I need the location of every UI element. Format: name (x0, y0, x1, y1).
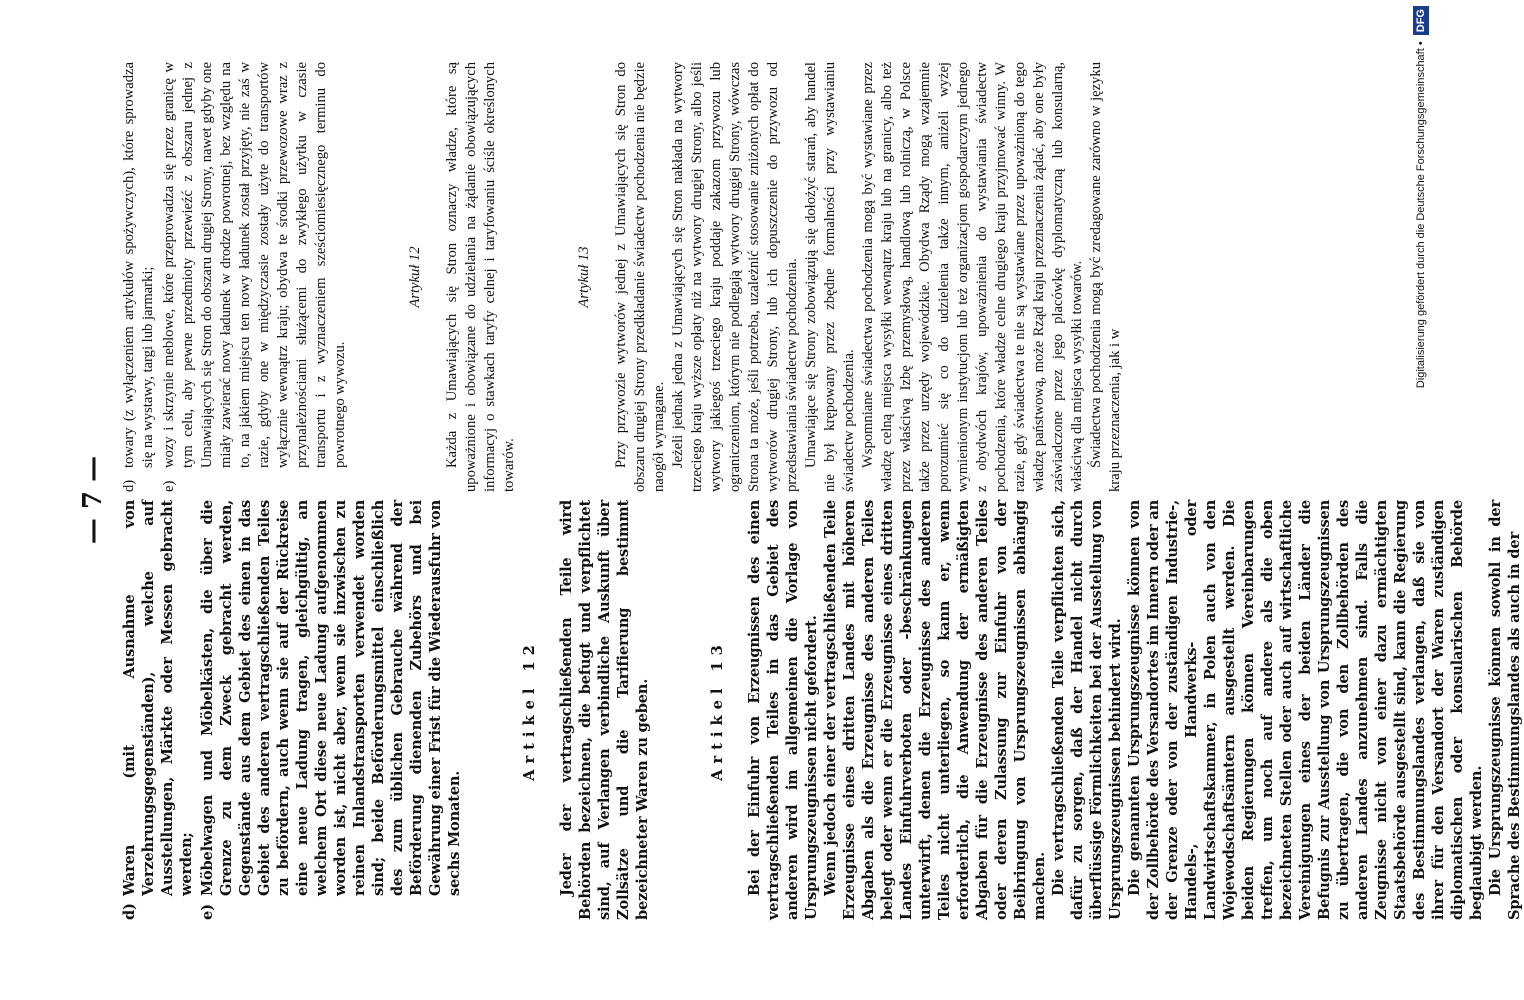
item-text: towary (z wyłączeniem artykułów spożywczych), które sprowadza się na wystawy, targi lub jarmarki; (121, 62, 156, 468)
polish-article-13-paragraph-4: Wspomniane świadectwa pochodzenia mogą być wystawiane przez władzę celną miejsca wysyłki wewnątrz kraju lub na granicy, albo też przez właściwą Izbę przemysłową, handlową lub rolniczą, w Polsce także przez urzędy wojewódzkie. Obydwa Rządy mogą wzajemnie porozumieć się co do udzielenia także innym, aniżeli wyżej wymienionym instytucjom lub też organizacjom gospodarczym jednego z obydwóch krajów, upoważnienia do wystawiania świadectw pochodzenia, które władze celne drugiego kraju przyjmować winny. W razie, gdy świadectwa te nie są wystawiane przez upoważnioną do tego władzę państwową, może Rząd kraju przeznaczenia żądać, aby one były zaświadczone przez jego placówkę dyplomatyczną lub konsularną, właściwą dla miejsca wysyłki towarów. (860, 62, 1085, 492)
polish-article-12-heading: Artykuł 12 (407, 246, 423, 308)
item-marker: e) (199, 904, 216, 920)
german-article-13-heading: Artikel 13 (709, 639, 726, 781)
page-number: — 7 — (78, 455, 108, 545)
item-text: Waren (mit Ausnahme von Verzehrungsgegenständen), welche auf Ausstellungen, Märkte oder Messen gebracht werden; (121, 500, 195, 896)
polish-article-13-paragraph-2: Jeżeli jednak jedna z Umawiających się Stron nakłada na wytwory trzeciego kraju wyższe opłaty niż na wytwory drugiej Strony, albo jeśli wytwory jakiegoś trzeciego kraju poddaje zakazom przywozu lub ograniczeniom, którym nie podlegają wytwory drugiej Strony, wówczas Strona ta może, jeśli potrzeba, uzależnić stosowanie zniżonych opłat do wytworów drugiej Strony, lub ich dopuszczenie do przywozu od przedstawiania świadectw pochodzenia. (670, 62, 800, 492)
polish-column (120, 62, 1125, 492)
german-article-13-paragraph-5: Die Ursprungszeugnisse können sowohl in der Sprache des Bestimmungslandes als auch in der (1487, 500, 1523, 920)
german-article-12-paragraph: Jeder der vertragschließenden Teile wird Behörden bezeichnen, die befugt und verpflichtet sind, auf Verlangen verbindliche Auskunft über Zollsätze und die Tarifierung bestimmt bezeichneter Waren zu geben. (558, 500, 651, 920)
item-text: wozy i skrzynie meblowe, które przeprowadza się przez granicę w tym celu, aby pewne przedmioty przewieźć z obszaru jednej z Umawiających się Stron do obszaru drugiej Strony, nawet gdyby one miały zawierać nowy ładunek w drodze powrotnej, bez względu na to, na jakiem miejscu ten nowy ładunek został przyjęty, nie zaś w razie, gdyby one w międzyczasie zostały użyte do transportów wyłącznie wewnątrz kraju; obydwa te środki przewozowe wraz z przynależnościami służącemi do zwykłego użytku w czasie transportu i z wyznaczeniem sześciomiesięcznego terminu do powrotnego wywozu. (161, 62, 348, 468)
item-marker: e) (161, 480, 177, 492)
polish-article-13-paragraph-5: Świadectwa pochodzenia mogą być zredagowane zarówno w języku kraju przeznaczenia, jak i w (1088, 62, 1123, 492)
german-column (120, 500, 1524, 920)
polish-article-13-paragraph-1: Przy przywozie wytworów jednej z Umawiających się Stron do obszaru drugiej Strony przedkładanie świadectw pochodzenia nie będzie naogół wymagane. (613, 62, 667, 492)
german-article-13-paragraph-4: Die genannten Ursprungszeugnisse können von der Zollbehörde des Versandortes im Innern oder an der Grenze oder von der zuständigen Industrie-, Handels-, Handwerks- oder Landwirtschaftskammer, in Polen auch von den Wojewodschaftsämtern ausgestellt werden. Die beiden Regierungen können Vereinbarungen treffen, um noch auf andere als die oben bezeichneten Stellen oder auch auf wirtschaftliche Vereinigungen eines der beiden Länder die Befugnis zur Ausstellung von Ursprungszeugnissen zu übertragen, die von den Zollbehörden des anderen Landes anzunehmen sind. Falls die Zeugnisse nicht von einer dazu ermächtigten Staatsbehörde ausgestellt sind, kann die Regierung des Bestimmungslandes verlangen, daß sie von ihrer für den Versandort der Waren zuständigen diplomatischen oder konsularischen Behörde beglaubigt werden. (1126, 500, 1485, 920)
item-marker: d) (121, 903, 138, 920)
german-article-13-paragraph-2: Wenn jedoch einer der vertragschließenden Teile Erzeugnisse eines dritten Landes mit höheren Abgaben als die Erzeugnisse des anderen Teiles belegt oder wenn er die Erzeugnisse eines dritten Landes Einfuhrverboten oder -beschränkungen unterwirft, denen die Erzeugnisse des anderen Teiles nicht unterliegen, so kann er, wenn erforderlich, die Anwendung der ermäßigten Abgaben für die Erzeugnisse des anderen Teiles oder deren Zulassung zur Einfuhr von der Beibringung von Ursprungszeugnissen abhängig machen. (822, 500, 1048, 920)
german-article-13-paragraph-1: Bei der Einfuhr von Erzeugnissen des einen vertragschließenden Teiles in das Gebiet des anderen wird im allgemeinen die Vorlage von Ursprungszeugnissen nicht gefordert. (746, 500, 820, 920)
credit-text: Digitalisierung gefördert durch die Deutsche Forschungsgemeinschaft • (1415, 41, 1427, 389)
german-article-12-heading: Artikel 12 (521, 639, 538, 781)
polish-item-e (160, 62, 350, 492)
polish-article-12-paragraph: Każda z Umawiających się Stron oznaczy władze, które są upoważnione i obowiązane do udzielania na żądanie obowiązujących informacyj o stawkach taryfy celnej i taryfowaniu ściśle określonych towarów. (444, 62, 517, 492)
polish-item-d (120, 62, 158, 492)
german-item-d (120, 500, 196, 920)
item-text: Möbelwagen und Möbelkästen, die über die Grenze zu dem Zweck gebracht werden, Gegenstände aus dem Gebiet des einen in das Gebiet des anderen vertragschließenden Teiles zu befördern, auch wenn sie auf der Rückreise eine neue Ladung tragen, gleichgültig, an welchem Ort diese neue Ladung aufgenommen worden ist, nicht aber, wenn sie inzwischen zu reinen Inlandstransporten verwendet worden sind; beide Beförderungsmittel einschließlich des zum üblichen Gebrauche während der Beförderung dienenden Zubehörs und bei Gewährung einer Frist für die Wiederausfuhr von sechs Monaten. (199, 500, 463, 896)
digitization-credit (1410, 6, 1432, 994)
polish-article-13-heading: Artykuł 13 (576, 246, 592, 308)
german-item-e (198, 500, 464, 920)
dfg-logo: DFG (1413, 6, 1429, 35)
german-article-13-paragraph-3: Die vertragschließenden Teile verpflichten sich, dafür zu sorgen, daß der Handel nicht durch überflüssige Förmlichkeiten bei der Ausstellung von Ursprungszeugnissen behindert wird. (1050, 500, 1124, 920)
item-marker: d) (121, 479, 137, 492)
polish-article-13-paragraph-3: Umawiające się Strony zobowiązują się dołożyć starań, aby handel nie był krępowany przez zbędne formalności przy wystawianiu świadectw pochodzenia. (803, 62, 857, 492)
